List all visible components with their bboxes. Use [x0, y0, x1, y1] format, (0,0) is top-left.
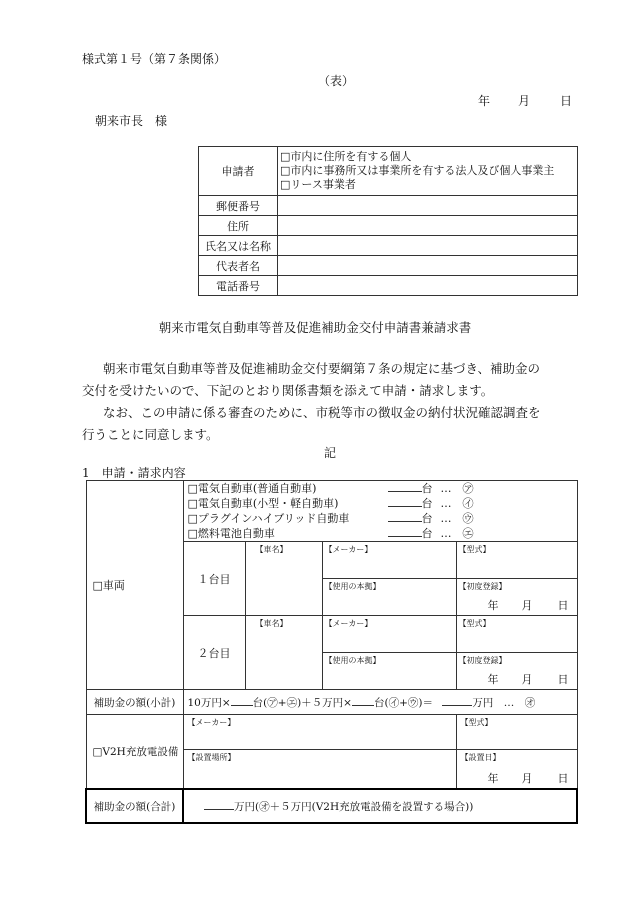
- vehicle-type-ev-small: [188, 496, 573, 511]
- v2h-place-tag: 【設置場所】: [187, 753, 236, 762]
- v2h-maker-tag: 【メーカー】: [187, 718, 236, 727]
- count-blank[interactable]: [231, 695, 253, 706]
- ref-label: … ㋒: [440, 512, 474, 525]
- unit-label: 台: [421, 482, 433, 495]
- vehicle-type-phev: [188, 511, 573, 526]
- ref-label: … ㋐: [440, 482, 474, 495]
- phone-label: 電話番号: [199, 276, 278, 296]
- v2h-maker-field[interactable]: [183, 715, 456, 750]
- ki-mark: 記: [324, 446, 337, 460]
- date-month: 月: [521, 673, 533, 686]
- date-month: 月: [518, 94, 531, 108]
- body-line-2: 交付を受けたいので、下記のとおり関係書類を添えて申請・請求します。: [82, 383, 494, 398]
- vehicle-type-ev-small-label[interactable]: □電気自動車(小型・軽自動車): [187, 497, 339, 510]
- unit-1-maker-field[interactable]: [322, 542, 456, 579]
- ref-label: … ㋓: [440, 527, 474, 540]
- body-line-3: なお、この申請に係る審査のために、市税等市の徴収金の納付状況確認調査を: [103, 405, 541, 420]
- date-year: 年: [478, 94, 491, 108]
- v2h-date-tag: 【設置日】: [460, 753, 501, 762]
- amount-blank[interactable]: [442, 695, 472, 706]
- name-field[interactable]: [278, 236, 578, 256]
- applicant-option-corporation[interactable]: □市内に事務所又は事業所を有する法人及び個人事業主: [280, 164, 555, 177]
- unit-1-car-name-field[interactable]: [245, 542, 322, 616]
- total-label: 補助金の額(合計): [86, 789, 183, 823]
- car-name-tag: 【車名】: [255, 545, 288, 554]
- date-day: 日: [557, 673, 569, 686]
- unit-label: 台: [421, 512, 433, 525]
- representative-field[interactable]: [278, 256, 578, 276]
- unit-1-first-reg-field[interactable]: [456, 579, 577, 616]
- maker-tag: 【メーカー】: [324, 545, 373, 554]
- vehicle-type-phev-label[interactable]: □プラグインハイブリッド自動車: [187, 512, 350, 525]
- section-heading: 1 申請・請求内容: [82, 466, 186, 480]
- vehicle-types: [183, 481, 577, 542]
- date-day: 日: [557, 772, 569, 785]
- vehicle-type-fcv: [188, 526, 573, 541]
- count-blank[interactable]: [388, 511, 422, 522]
- formula-part-a: 10万円×: [187, 696, 231, 709]
- date-month: 月: [521, 772, 533, 785]
- total-formula: [183, 789, 577, 823]
- phone-field[interactable]: [278, 276, 578, 296]
- total-formula-text: 万円(㋔＋５万円(V2H充放電設備を設置する場合)): [234, 800, 474, 813]
- postal-label: 郵便番号: [199, 196, 278, 216]
- count-blank[interactable]: [388, 496, 422, 507]
- ref-label: … ㋑: [440, 497, 474, 510]
- v2h-date-field[interactable]: [456, 750, 577, 790]
- representative-label: 代表者名: [199, 256, 278, 276]
- applicant-options: [278, 147, 578, 196]
- addressee: 朝来市長 様: [95, 114, 168, 128]
- v2h-model-tag: 【型式】: [460, 718, 493, 727]
- applicant-label: 申請者: [199, 147, 278, 196]
- model-tag: 【型式】: [458, 619, 491, 628]
- subtotal-label: 補助金の額(小計): [86, 690, 183, 715]
- unit-2-maker-field[interactable]: [322, 616, 456, 653]
- body-line-1: 朝来市電気自動車等普及促進補助金交付要綱第７条の規定に基づき、補助金の: [103, 361, 541, 376]
- date-month: 月: [521, 599, 533, 612]
- vehicle-type-ev-normal: [188, 481, 573, 496]
- body-line-4: 行うことに同意します。: [82, 427, 219, 442]
- v2h-label[interactable]: □V2H充放電設備: [86, 715, 183, 790]
- unit-2-label: ２台目: [183, 616, 245, 690]
- applicant-option-lease[interactable]: □リース事業者: [280, 178, 356, 191]
- address-label: 住所: [199, 216, 278, 236]
- side-label: （表）: [318, 74, 355, 88]
- vehicle-type-ev-normal-label[interactable]: □電気自動車(普通自動車): [187, 482, 317, 495]
- date-day: 日: [557, 599, 569, 612]
- formula-part-d: 万円 … ㋔: [472, 696, 536, 709]
- form-title: 朝来市電気自動車等普及促進補助金交付申請書兼請求書: [158, 320, 472, 335]
- v2h-place-field[interactable]: [183, 750, 456, 790]
- applicant-table: [198, 146, 578, 296]
- usage-tag: 【使用の本拠】: [324, 656, 381, 665]
- model-tag: 【型式】: [458, 545, 491, 554]
- first-reg-tag: 【初度登録】: [458, 656, 507, 665]
- unit-2-usage-field[interactable]: [322, 653, 456, 690]
- count-blank[interactable]: [388, 481, 422, 492]
- date-year: 年: [487, 772, 499, 785]
- date-year: 年: [487, 599, 499, 612]
- date-year: 年: [487, 673, 499, 686]
- unit-2-first-reg-field[interactable]: [456, 653, 577, 690]
- maker-tag: 【メーカー】: [324, 619, 373, 628]
- unit-1-usage-field[interactable]: [322, 579, 456, 616]
- unit-1-model-field[interactable]: [456, 542, 577, 579]
- usage-tag: 【使用の本拠】: [324, 582, 381, 591]
- unit-2-car-name-field[interactable]: [245, 616, 322, 690]
- first-reg-tag: 【初度登録】: [458, 582, 507, 591]
- unit-1-label: １台目: [183, 542, 245, 616]
- formula-part-b: 台(㋐+㋓)＋５万円×: [252, 696, 352, 709]
- formula-part-c: 台(㋑+㋒)＝: [373, 696, 433, 709]
- date-day: 日: [560, 94, 573, 108]
- unit-label: 台: [421, 527, 433, 540]
- vehicle-label[interactable]: □車両: [86, 481, 183, 690]
- unit-2-model-field[interactable]: [456, 616, 577, 653]
- count-blank[interactable]: [388, 526, 422, 537]
- count-blank[interactable]: [352, 695, 374, 706]
- total-amount-blank[interactable]: [204, 799, 234, 810]
- subtotal-formula: [183, 690, 577, 715]
- name-label: 氏名又は名称: [199, 236, 278, 256]
- applicant-option-individual[interactable]: □市内に住所を有する個人: [280, 150, 412, 163]
- address-field[interactable]: [278, 216, 578, 236]
- unit-label: 台: [421, 497, 433, 510]
- postal-field[interactable]: [278, 196, 578, 216]
- form-number: 様式第１号（第７条関係）: [82, 52, 227, 66]
- car-name-tag: 【車名】: [255, 619, 288, 628]
- vehicle-type-fcv-label[interactable]: □燃料電池自動車: [187, 527, 275, 540]
- request-table: [85, 480, 578, 824]
- v2h-model-field[interactable]: [456, 715, 577, 750]
